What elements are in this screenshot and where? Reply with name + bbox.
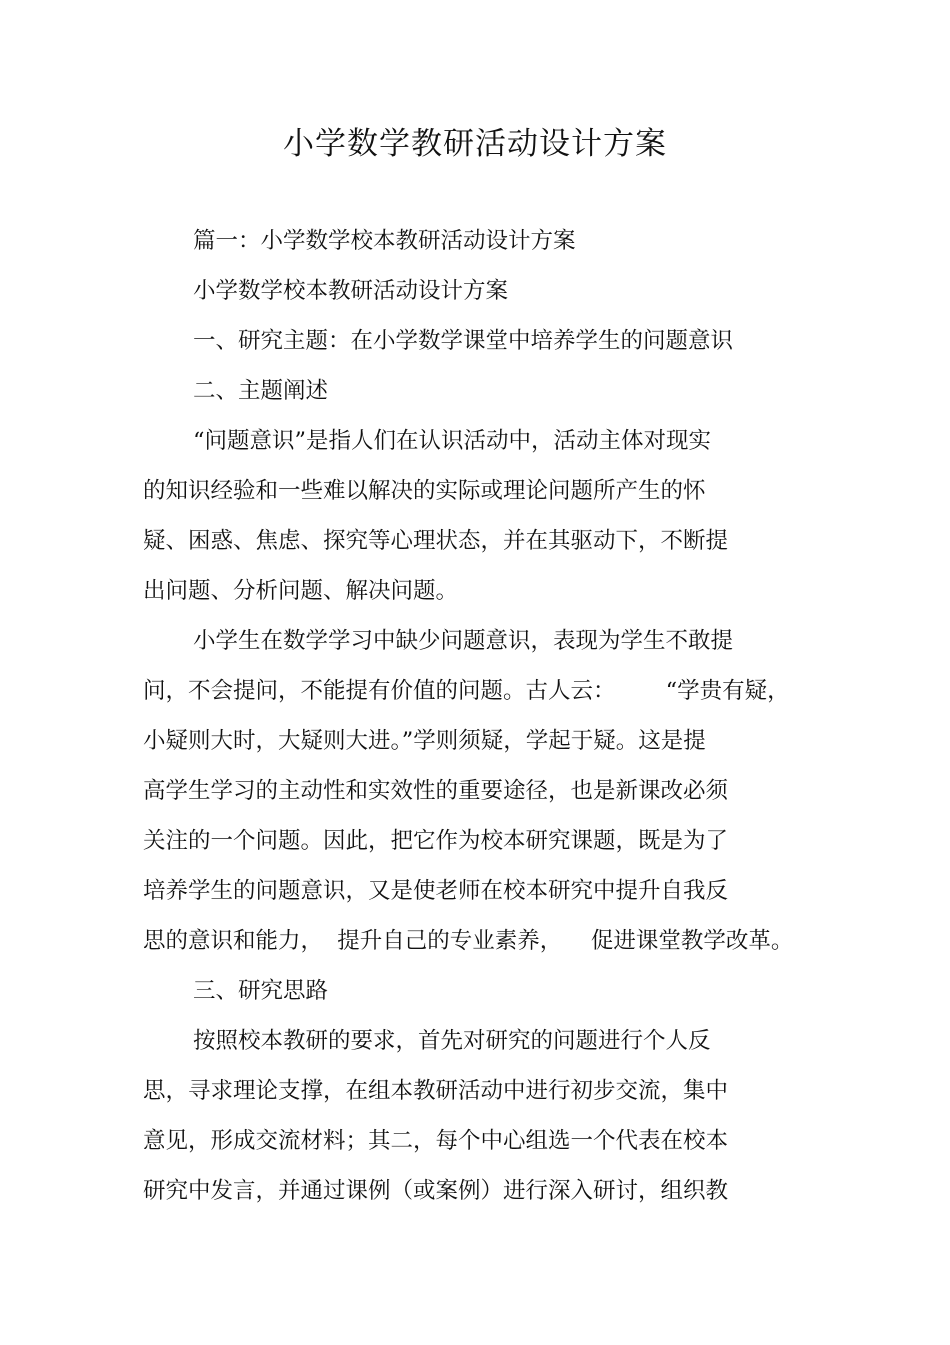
paragraph-line: 研究中发言，并通过课例（或案例）进行深入研讨，组织教 [143,1178,729,1204]
paragraph-line: 出问题、分析问题、解决问题。 [143,578,459,604]
paragraph-line: 问，不会提问，不能提有价值的问题。古人云： “学贵有疑， [143,678,790,704]
paragraph-line: 思的意识和能力， 提升自己的专业素养， 促进课堂教学改革。 [143,928,794,954]
section-heading: 篇一：小学数学校本教研活动设计方案 [193,228,576,254]
section-heading: 三、研究思路 [193,978,329,1004]
paragraph-line: 关注的一个问题。因此，把它作为校本研究课题，既是为了 [143,828,729,854]
subtitle: 小学数学校本教研活动设计方案 [193,278,509,304]
paragraph-line: 疑、困惑、焦虑、探究等心理状态，并在其驱动下，不断提 [143,528,729,554]
paragraph-line: 小疑则大时，大疑则大进。”学则须疑，学起于疑。这是提 [143,728,706,754]
paragraph-line: 的知识经验和一些难以解决的实际或理论问题所产生的怀 [143,478,706,504]
paragraph-line: 按照校本教研的要求，首先对研究的问题进行个人反 [193,1028,711,1054]
paragraph-line: 意见，形成交流材料；其二，每个中心组选一个代表在校本 [143,1128,729,1154]
paragraph-line: 培养学生的问题意识，又是使老师在校本研究中提升自我反 [143,878,729,904]
paragraph-line: 高学生学习的主动性和实效性的重要途径，也是新课改必须 [143,778,729,804]
section-heading: 一、研究主题：在小学数学课堂中培养学生的问题意识 [193,328,734,354]
document-title: 小学数学教研活动设计方案 [283,126,667,162]
paragraph-line: “问题意识”是指人们在认识活动中，活动主体对现实 [193,428,712,454]
paragraph-line: 小学生在数学学习中缺少问题意识，表现为学生不敢提 [193,628,734,654]
section-heading: 二、主题阐述 [193,378,329,404]
paragraph-line: 思，寻求理论支撑，在组本教研活动中进行初步交流，集中 [143,1078,729,1104]
